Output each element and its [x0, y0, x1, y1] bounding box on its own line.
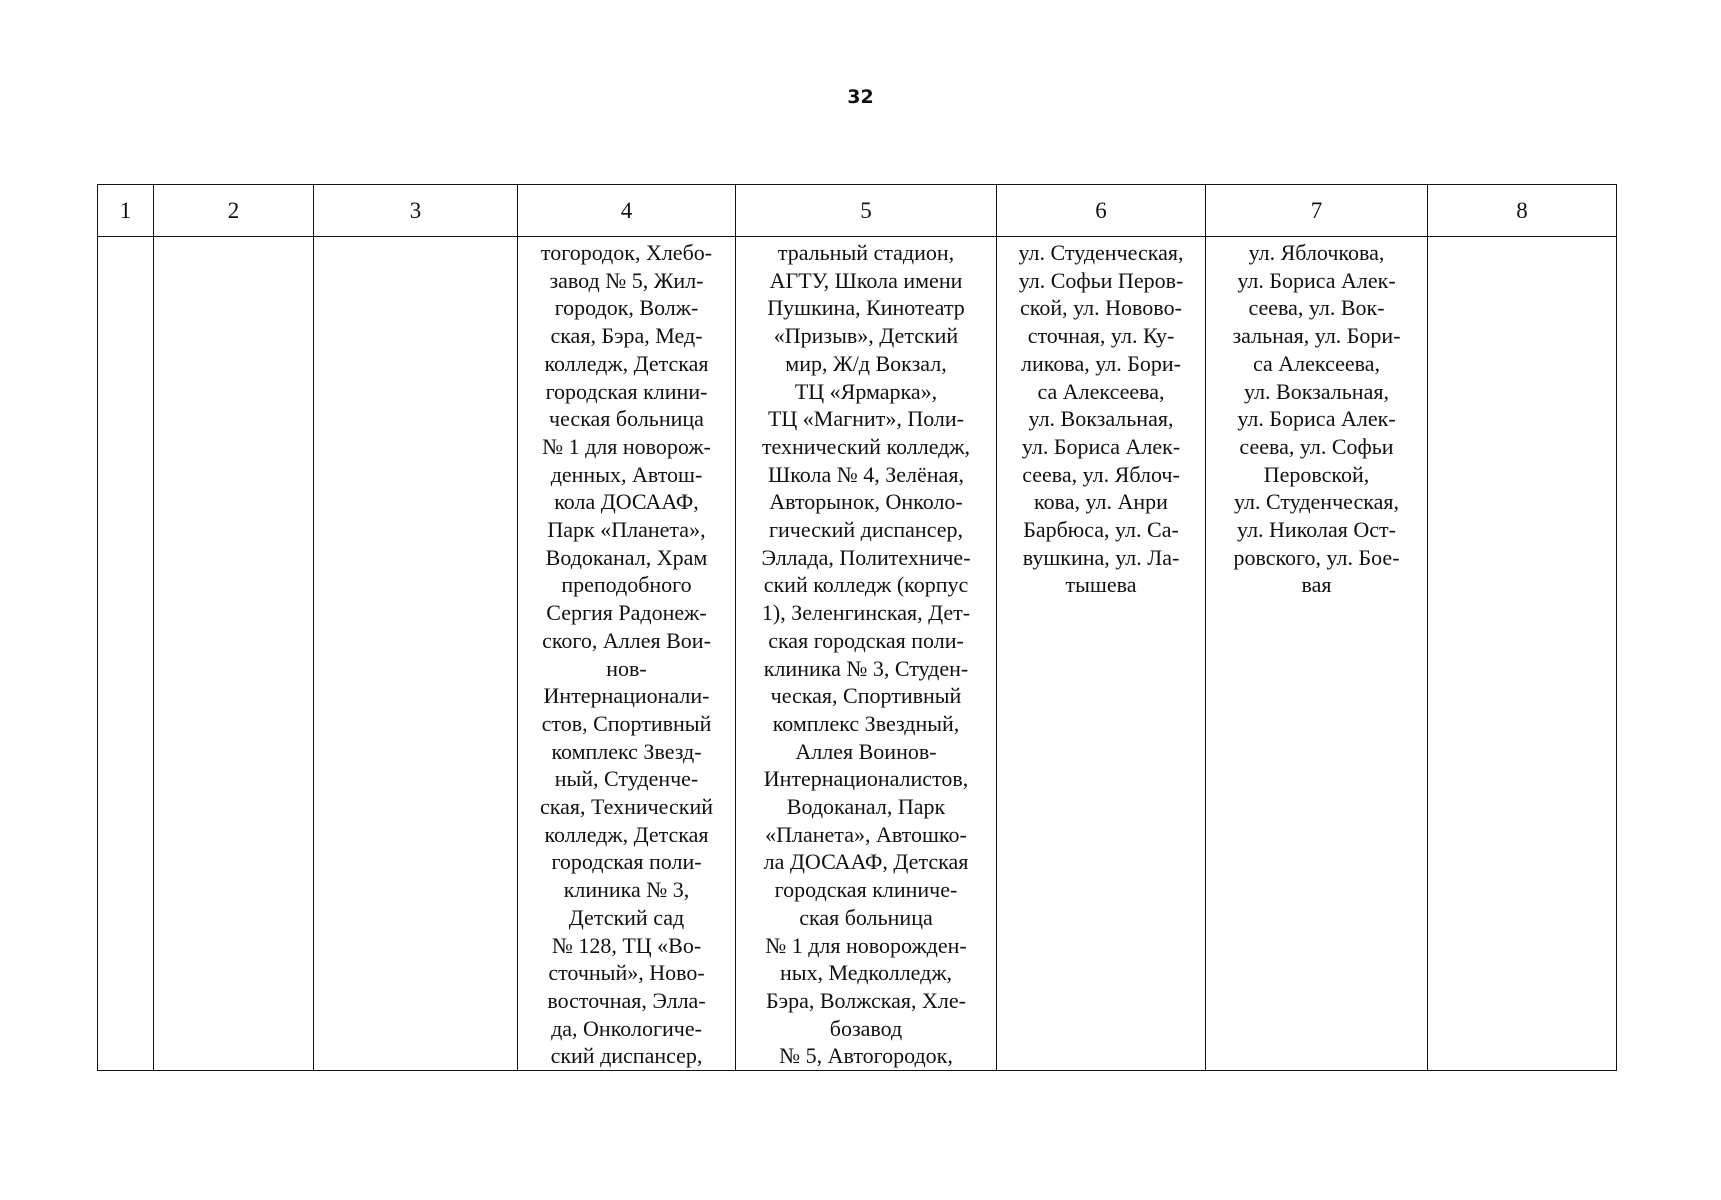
routes-table [97, 184, 1617, 1071]
text-line: ул. Вокзальная, [1244, 378, 1389, 404]
text-line: мир, Ж/д Вокзал, [785, 350, 947, 376]
text-line: Школа № 4, Зелёная, [768, 461, 964, 487]
text-line: городская клини- [545, 378, 708, 404]
column-header-6: 6 [997, 185, 1206, 237]
text-line: са Алексеева, [1253, 350, 1380, 376]
text-line: ская больница [799, 904, 933, 930]
text-line: Интернационали- [543, 683, 710, 709]
text-line: Детский сад [568, 904, 685, 930]
text-line: восточная, Элла- [547, 987, 706, 1013]
text-line: ческая больница [549, 406, 704, 432]
text-line: ул. Бориса Алек- [1237, 267, 1396, 293]
text-line: Перовской, [1263, 461, 1370, 487]
text-line: ул. Бориса Алек- [1021, 433, 1181, 459]
text-line: ликова, ул. Бори- [1021, 350, 1181, 376]
stops-list-forward [518, 237, 735, 1070]
column-header-8: 8 [1428, 185, 1617, 237]
table-header-row [98, 185, 1617, 237]
text-line: ского, Аллея Вои- [542, 627, 711, 653]
text-line: «Планета», Автошко- [765, 821, 967, 847]
text-line: ул. Студенческая, [1234, 489, 1399, 515]
page-number: 32 [847, 86, 874, 108]
cell-col-3 [314, 237, 518, 1071]
text-line: кола ДОСААФ, [554, 489, 699, 515]
text-line: сеева, ул. Яблоч- [1022, 461, 1180, 487]
text-line: ул. Бориса Алек- [1237, 406, 1396, 432]
text-line: ул. Николая Ост- [1237, 517, 1396, 543]
column-header-4: 4 [518, 185, 736, 237]
table-row [98, 237, 1617, 1071]
text-line: городская клиниче- [774, 877, 958, 903]
text-line: колледж, Детская [544, 350, 709, 376]
text-line: ул. Софьи Перов- [1018, 267, 1184, 293]
text-line: городок, Волж- [554, 295, 699, 321]
text-line: ул. Вокзальная, [1028, 406, 1174, 432]
text-line: № 128, ТЦ «Во- [551, 932, 702, 958]
text-line: ский диспансер, [550, 1043, 703, 1069]
text-line: АГТУ, Школа имени [769, 267, 963, 293]
text-line: сеева, ул. Вок- [1248, 295, 1385, 321]
text-line: Сергия Радонеж- [546, 600, 707, 626]
text-line: № 1 для новорож- [542, 433, 711, 459]
text-line: Бэра, Волжская, Хле- [766, 987, 966, 1013]
text-line: сеева, ул. Софьи [1239, 433, 1394, 459]
text-line: ческая, Спортивный [770, 683, 962, 709]
text-line: ный, Студенче- [554, 766, 699, 792]
column-header-1: 1 [98, 185, 154, 237]
text-line: клиника № 3, Студен- [763, 655, 969, 681]
column-header-2: 2 [154, 185, 314, 237]
column-header-5: 5 [736, 185, 997, 237]
cell-col-2 [154, 237, 314, 1071]
text-line: са Алексеева, [1037, 378, 1165, 404]
cell-col-7 [1206, 237, 1428, 1071]
column-header-3: 3 [314, 185, 518, 237]
text-line: вушкина, ул. Ла- [1022, 544, 1180, 570]
cell-col-8 [1428, 237, 1617, 1071]
text-line: тышева [1065, 572, 1137, 598]
text-line: ской, ул. Нововo- [1020, 295, 1182, 321]
text-line: ская городская поли- [768, 627, 964, 653]
text-line: ул. Студенческая, [1018, 240, 1184, 265]
text-line: комплекс Звездный, [772, 710, 960, 736]
text-line: тогородок, Хлебо- [540, 240, 713, 265]
text-line: колледж, Детская [544, 821, 709, 847]
text-line: денных, Автош- [550, 461, 703, 487]
cell-col-1 [98, 237, 154, 1071]
stops-list-reverse [736, 237, 996, 1070]
text-line: «Призыв», Детский [773, 323, 959, 349]
text-line: Интернационалистов, [763, 766, 969, 792]
text-line: да, Онкологиче- [551, 1015, 702, 1041]
text-line: № 5, Автогородок, [779, 1043, 953, 1069]
text-line: нов- [606, 655, 647, 681]
text-line: ТЦ «Ярмарка», [794, 378, 938, 404]
streets-list-reverse [1206, 237, 1427, 599]
text-line: Барбюса, ул. Са- [1023, 517, 1179, 543]
text-line: ТЦ «Магнит», Поли- [767, 406, 964, 432]
text-line: Водоканал, Храм [545, 544, 708, 570]
text-line: Пушкина, Кинотеатр [767, 295, 965, 321]
text-line: ла ДОСААФ, Детская [763, 849, 969, 875]
streets-list-forward [997, 237, 1205, 599]
text-line: стов, Спортивный [541, 710, 712, 736]
text-line: сточная, ул. Ку- [1027, 323, 1175, 349]
text-line: ская, Бэра, Мед- [550, 323, 703, 349]
text-line: ул. Яблочкова, [1248, 240, 1385, 265]
text-line: комплекс Звезд- [551, 738, 702, 764]
text-line: преподобного [561, 572, 692, 598]
text-line: Эллада, Политехниче- [761, 544, 971, 570]
text-line: клиника № 3, [563, 877, 690, 903]
text-line: Парк «Планета», [547, 517, 706, 543]
text-line: ных, Медколледж, [779, 960, 953, 986]
text-line: сточный», Ново- [548, 960, 705, 986]
text-line: городская поли- [551, 849, 702, 875]
cell-col-6 [997, 237, 1206, 1071]
text-line: № 1 для новорожден- [765, 932, 967, 958]
text-line: 1), Зеленгинская, Дет- [761, 600, 971, 626]
text-line: технический колледж, [761, 433, 971, 459]
text-line: Аллея Воинов- [795, 738, 937, 764]
text-line: Водоканал, Парк [786, 794, 946, 820]
text-line: бозавод [829, 1015, 903, 1041]
text-line: завод № 5, Жил- [549, 267, 704, 293]
text-line: вая [1301, 572, 1332, 598]
column-header-7: 7 [1206, 185, 1428, 237]
text-line: Авторынок, Онколо- [769, 489, 963, 515]
cell-col-5 [736, 237, 997, 1071]
text-line: ский колледж (корпус [763, 572, 969, 598]
text-line: ровского, ул. Бое- [1233, 544, 1400, 570]
text-line: ская, Технический [539, 794, 713, 820]
text-line: зальная, ул. Бори- [1232, 323, 1401, 349]
cell-col-4 [518, 237, 736, 1071]
text-line: тральный стадион, [777, 240, 955, 265]
text-line: кова, ул. Анри [1034, 489, 1168, 515]
text-line: гический диспансер, [768, 517, 963, 543]
